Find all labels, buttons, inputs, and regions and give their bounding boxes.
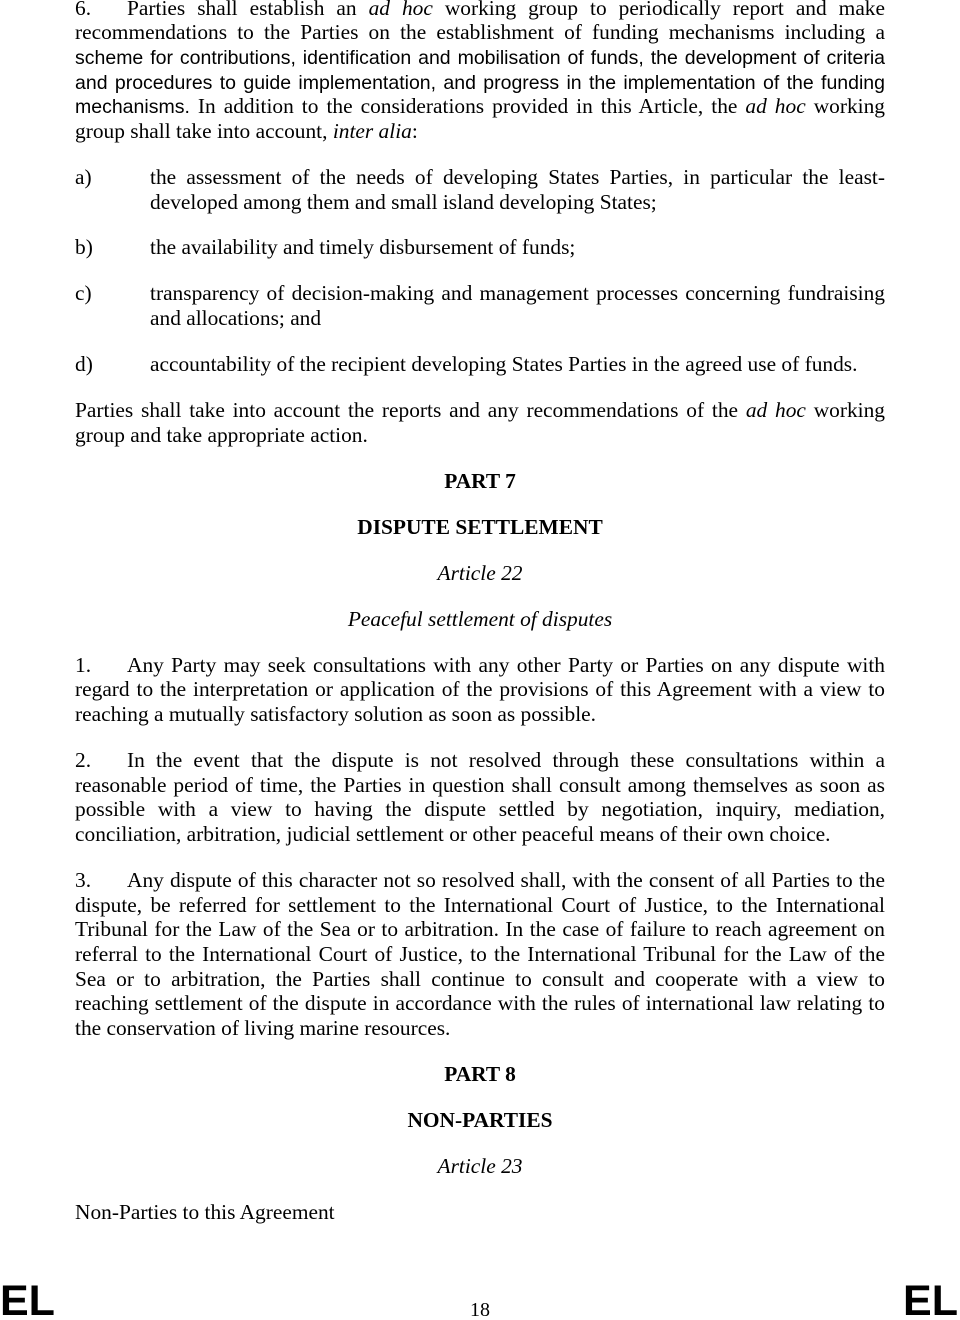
latin-term: ad hoc (368, 0, 433, 20)
paragraph-number: 1. (75, 652, 92, 677)
paragraph-text: scheme for contributions, identification and mobilisation of funds, the development of criteria and procedures to guide implementation, and progress in the implementation of the funding mechanisms. (75, 46, 885, 119)
article-23-title: Non-Parties to this Agreement (75, 1199, 335, 1224)
latin-term: inter alia (332, 118, 412, 143)
paragraph-text: working group to periodically report and make recommendations to the Parties on the establishment of funding mechanisms including a (75, 0, 886, 45)
item-label: b) (75, 235, 93, 260)
paragraph-text: Any dispute of this character not so resolved shall, with the consent of all Parties to the dispute, be referred for settlement to the International Court of Justice, to the International Tribunal for the Law of the Sea or to arbitration. In the case of failure to reach agreement on referral to the International Court of Justice, to the International Tribunal for the Law of the Sea or to arbitration, the Parties shall continue to consult and cooperate with a view to reaching settlement of the dispute in accordance with the rules of international law relating to the conservation of living marine resources. (75, 867, 885, 1040)
paragraph-text: Parties shall establish an (127, 0, 369, 20)
part-8-heading: PART 8 (444, 1061, 516, 1086)
item-label: d) (75, 352, 93, 377)
paragraph-number: 3. (75, 867, 92, 892)
item-label: c) (75, 281, 92, 306)
latin-term: ad hoc (745, 94, 806, 119)
consideration-item-d (75, 352, 885, 377)
part-7-title: DISPUTE SETTLEMENT (357, 514, 603, 539)
item-label: a) (75, 164, 92, 189)
document-body (75, 0, 885, 1224)
part-8-title: NON-PARTIES (407, 1107, 553, 1132)
page-number: 18 (470, 1299, 490, 1320)
article-22-paragraph-3 (75, 868, 885, 1041)
closing-paragraph (75, 398, 885, 447)
paragraph-text: working group and take appropriate action. (75, 398, 885, 447)
article-22-paragraph-1 (75, 653, 885, 727)
consideration-item-b (75, 235, 885, 260)
article-22-title: Peaceful settlement of disputes (347, 606, 613, 631)
item-text: the assessment of the needs of developing States Parties, in particular the least-developed among them and small island developing States; (150, 164, 885, 214)
paragraph-number: 6. (75, 0, 92, 20)
footer-language-marker-left: EL (0, 1277, 55, 1320)
paragraph-text: : (411, 118, 418, 143)
paragraph-number: 2. (75, 747, 92, 772)
paragraph-text: working group shall take into account, (75, 94, 885, 143)
article-22-number: Article 22 (437, 560, 523, 585)
article-22-paragraph-2 (75, 748, 885, 847)
item-text: accountability of the recipient developing States Parties in the agreed use of funds. (150, 352, 858, 377)
part-7-heading: PART 7 (444, 468, 516, 493)
paragraph-6 (75, 0, 885, 144)
latin-term: ad hoc (745, 398, 806, 423)
paragraph-text: Any Party may seek consultations with any other Party or Parties on any dispute with regard to the interpretation or application of the provisions of this Agreement with a view to reaching a mutually satisfactory solution as soon as possible. (75, 652, 885, 726)
item-text: the availability and timely disbursement of funds; (150, 235, 576, 260)
item-text: transparency of decision-making and management processes concerning fundraising and allocations; and (150, 281, 885, 331)
consideration-item-a (75, 165, 885, 214)
paragraph-text: In the event that the dispute is not resolved through these consultations within a reasonable period of time, the Parties in question shall consult among themselves as soon as possible with a view to having the dispute settled by negotiation, inquiry, mediation, conciliation, arbitration, judicial settlement or other peaceful means of their own choice. (75, 747, 885, 846)
paragraph-text: Parties shall take into account the reports and any recommendations of the (75, 398, 746, 423)
article-23-number: Article 23 (437, 1153, 523, 1178)
consideration-item-c (75, 281, 885, 330)
paragraph-text: In addition to the considerations provided in this Article, the (189, 94, 746, 119)
footer-language-marker-right: EL (903, 1277, 958, 1320)
